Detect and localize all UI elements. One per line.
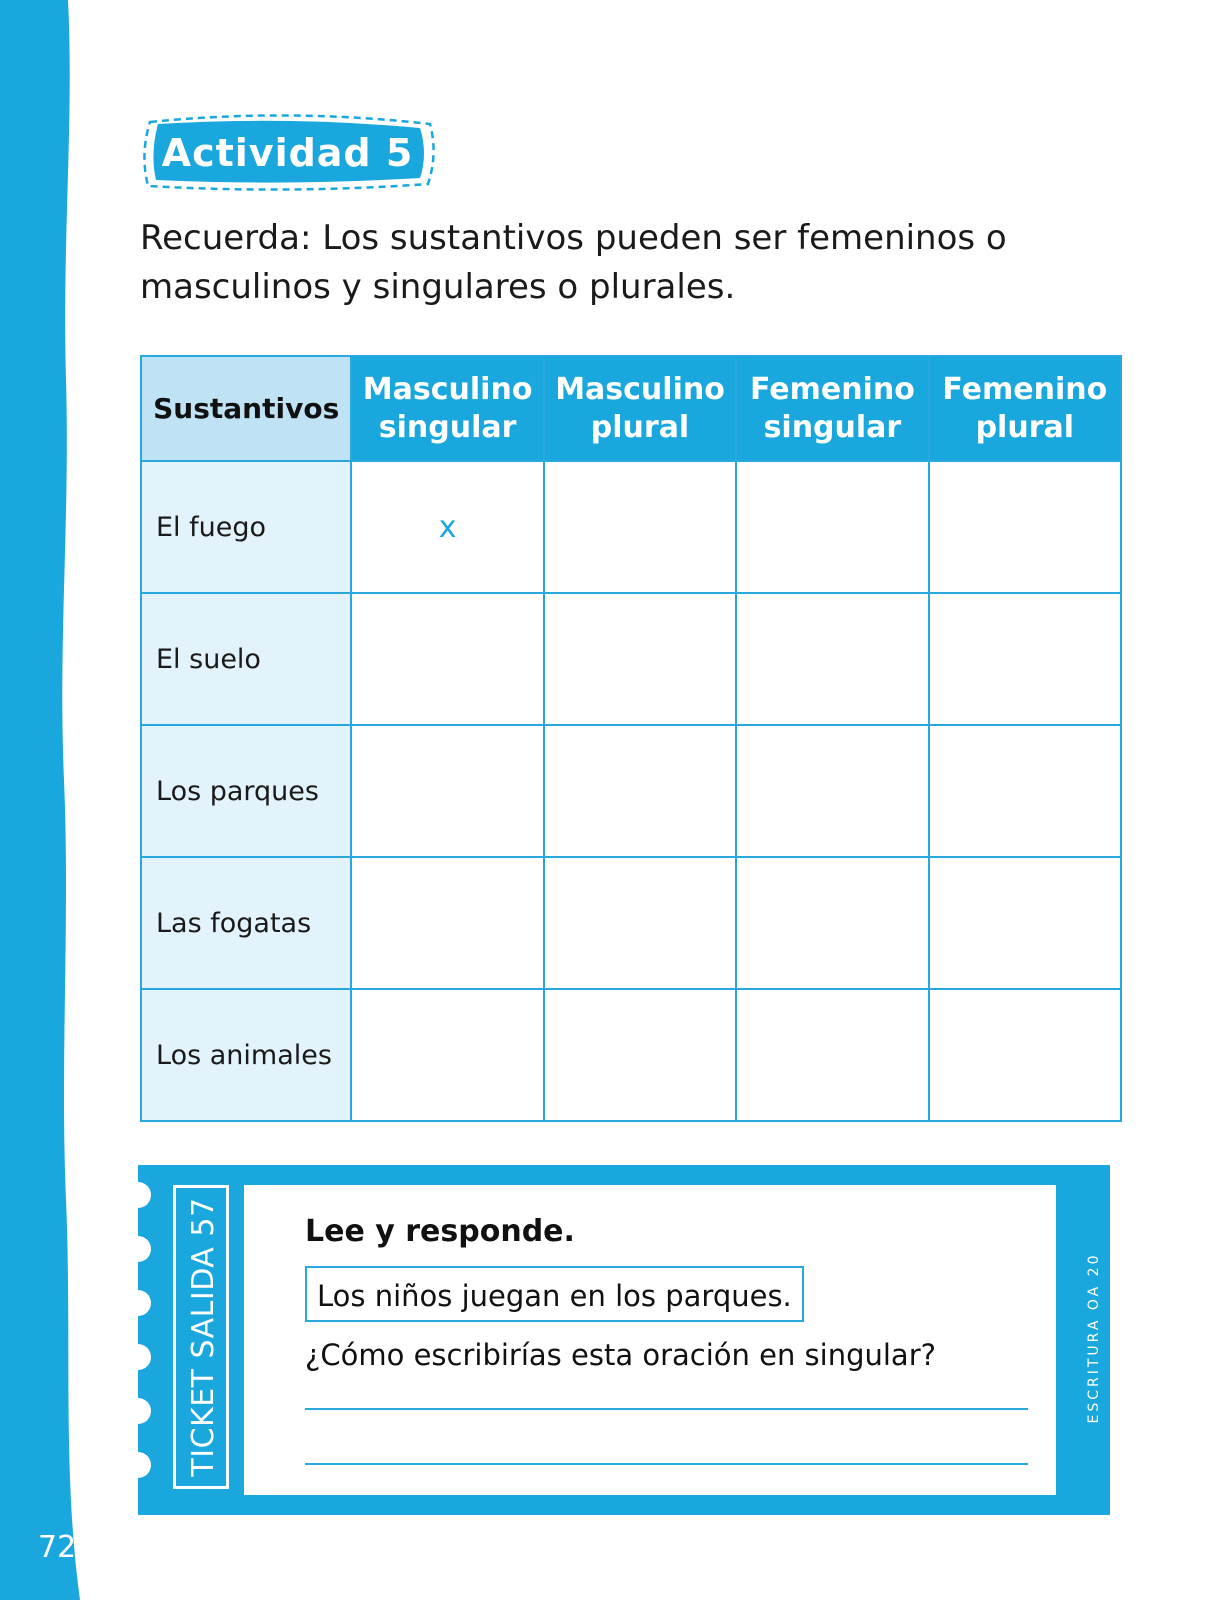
answer-cell[interactable] [736,857,928,989]
table-row [141,857,1121,989]
header-line: plural [975,409,1075,445]
header-line: Femenino [749,371,915,407]
header-sustantivos: Sustantivos [141,356,351,461]
header-masculino-singular [351,356,543,461]
side-strip [0,0,100,1600]
row-label: Las fogatas [141,857,351,989]
header-masculino-plural [544,356,736,461]
curriculum-code: ESCRITURA OA 20 [1086,1252,1102,1424]
header-line: singular [378,409,517,445]
answer-cell[interactable] [736,989,928,1121]
noun-classification-table [140,355,1122,1122]
answer-cell[interactable] [736,593,928,725]
answer-cell[interactable] [929,989,1121,1121]
answer-cell[interactable] [929,461,1121,593]
answer-cell[interactable] [736,725,928,857]
instruction-text [140,214,1040,312]
answer-cell[interactable] [544,725,736,857]
answer-cell[interactable] [929,593,1121,725]
answer-cell[interactable] [929,857,1121,989]
answer-cell[interactable] [351,989,543,1121]
ticket-label: TICKET SALIDA 57 [186,1197,221,1477]
answer-cell[interactable] [736,461,928,593]
table-header-row [141,356,1121,461]
header-femenino-singular [736,356,928,461]
answer-cell[interactable] [544,989,736,1121]
row-label: El suelo [141,593,351,725]
table-row [141,989,1121,1121]
answer-cell[interactable] [544,461,736,593]
answer-cell[interactable] [351,857,543,989]
header-line: singular [763,409,902,445]
row-label: Los animales [141,989,351,1121]
header-line: Masculino [555,371,725,407]
answer-cell[interactable] [351,593,543,725]
sentence-box: Los niños juegan en los parques. [305,1266,804,1322]
table-row [141,725,1121,857]
answer-line[interactable] [305,1463,1028,1465]
answer-cell[interactable] [544,857,736,989]
answer-cell[interactable]: x [351,461,543,593]
instruction-line-1: Recuerda: Los sustantivos pueden ser femeninos o [140,218,1007,258]
answer-cell[interactable] [351,725,543,857]
ticket-question: ¿Cómo escribirías esta oración en singular? [305,1338,937,1372]
ticket-title: Lee y responde. [305,1214,575,1249]
page-number: 72 [38,1530,77,1565]
answer-cell[interactable] [929,725,1121,857]
row-label: Los parques [141,725,351,857]
activity-title: Actividad 5 [161,131,414,175]
header-femenino-plural [929,356,1121,461]
header-line: Femenino [942,371,1108,407]
row-label: El fuego [141,461,351,593]
header-line: Masculino [362,371,533,407]
instruction-line-2: masculinos y singulares o plurales. [140,267,736,307]
table-row [141,593,1121,725]
answer-line[interactable] [305,1408,1028,1410]
header-line: plural [590,409,690,445]
answer-cell[interactable] [544,593,736,725]
table-row [141,461,1121,593]
